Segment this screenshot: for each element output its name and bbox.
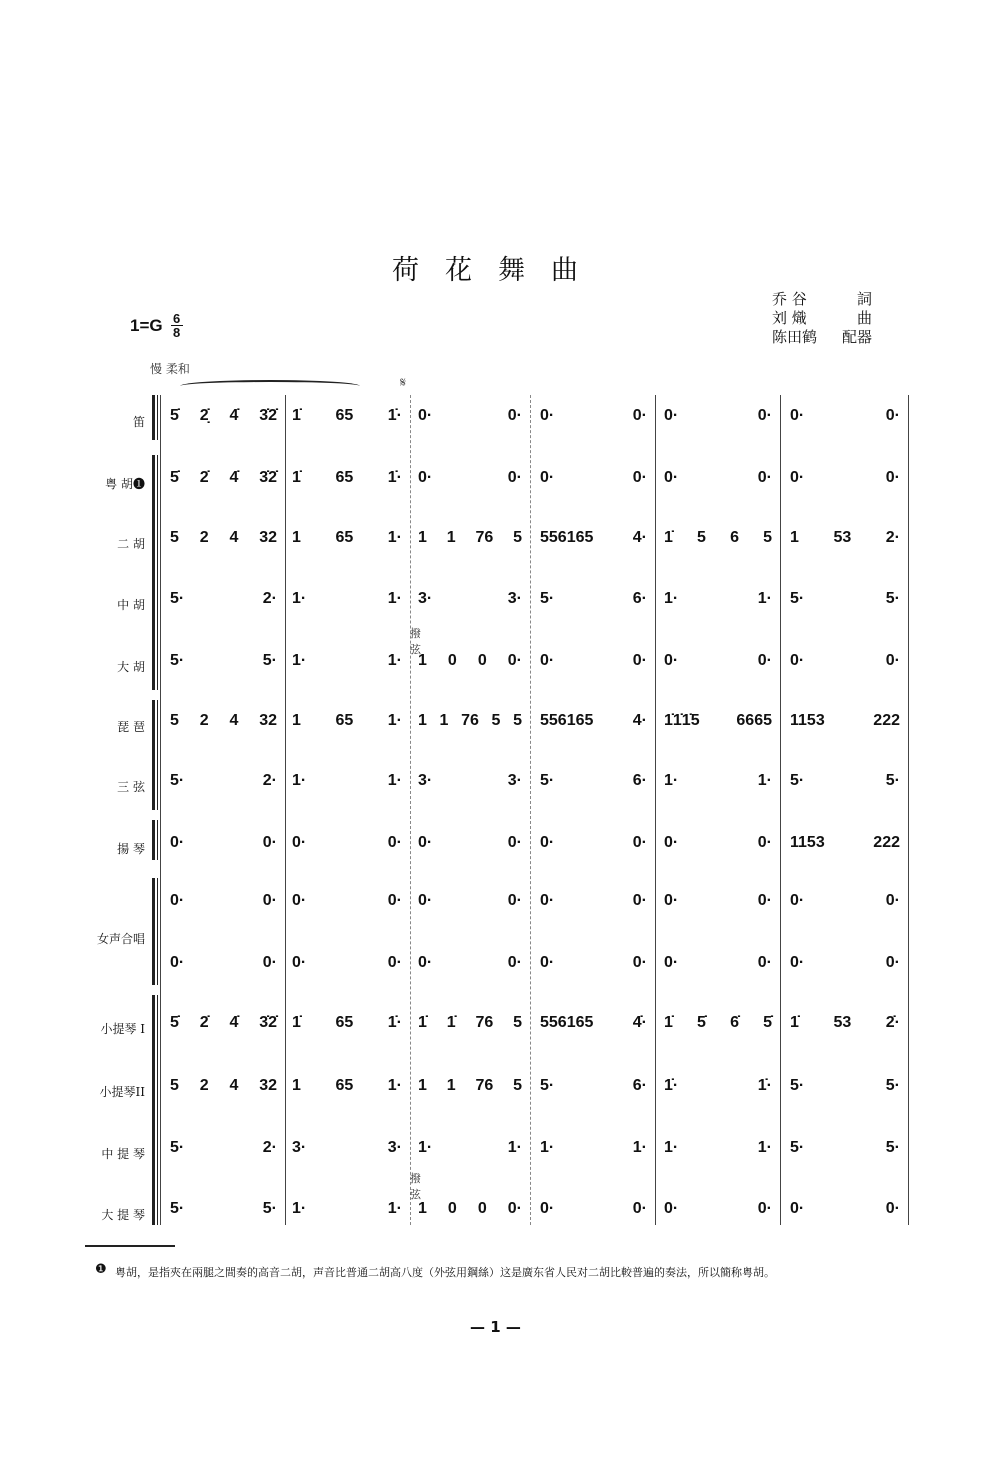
instrument-label: 二 胡 [117, 537, 145, 551]
measure: 1̇1̇1̇5 6665 [664, 712, 772, 729]
measure: 5· 5· [790, 772, 900, 789]
instrument-label: 揚 琴 [117, 842, 145, 856]
footnote-divider [85, 1245, 175, 1247]
pizzicato-marking: 撥弦 [410, 627, 421, 656]
staff-bracket [152, 455, 158, 690]
measure: 0· 0· [790, 469, 900, 486]
measure: 3· 3· [418, 590, 522, 607]
credits [772, 290, 872, 347]
credit-music: 刘 熾 曲 [772, 309, 872, 327]
credit-arrangement: 陈田鹤 配器 [772, 328, 872, 346]
tempo-marking: 慢 柔和 [150, 362, 190, 376]
measure: 5 2 4 32 [170, 712, 277, 729]
measure: 0· 0· [540, 469, 647, 486]
footnote-mark: ❶ [95, 1262, 107, 1277]
measure: 0· 0· [292, 954, 402, 971]
measure: 0· 0· [418, 469, 522, 486]
measure: 1153 222 [790, 834, 900, 851]
measure: 5· 6· [540, 1077, 647, 1094]
measure: 0· 0· [292, 834, 402, 851]
measure: 1· 1· [664, 1139, 772, 1156]
measure: 0· 0· [790, 954, 900, 971]
measure: 1̇ 65 1̇· [292, 469, 402, 486]
key-signature [130, 312, 183, 339]
segno-icon: 𝄋 [400, 375, 407, 391]
barline [285, 395, 286, 1225]
measure: 1 53 2· [790, 529, 900, 546]
instrument-label: 大 胡 [117, 660, 145, 674]
instrument-label: 女声合唱 [96, 932, 145, 946]
measure: 1̇ 65 1̇· [292, 407, 402, 424]
measure: 5· 5· [790, 590, 900, 607]
measure: 0· 0· [664, 469, 772, 486]
measure: 1· 1· [292, 590, 402, 607]
pizzicato-marking: 撥弦 [410, 1172, 421, 1201]
measure: 0· 0· [664, 892, 772, 909]
measure: 0· 0· [664, 834, 772, 851]
measure: 0· 0· [170, 892, 277, 909]
measure: 5· 5· [790, 1139, 900, 1156]
instrument-label: 中 提 琴 [101, 1147, 145, 1161]
measure: 0· 0· [540, 892, 647, 909]
measure: 1 0 0 0· [418, 1200, 522, 1217]
instrument-label: 粤 胡❶ [105, 477, 145, 491]
measure: 0· 0· [418, 892, 522, 909]
instrument-label: 笛 [132, 415, 145, 429]
measure: 5· 2· [170, 1139, 277, 1156]
measure: 1 65 1· [292, 529, 402, 546]
measure: 1 65 1· [292, 712, 402, 729]
staff-bracket [152, 700, 158, 810]
footnote-text: 粤胡，是指夾在兩腿之間奏的高音二胡，声音比普通二胡高八度（外弦用鋼絲）这是廣东省人民对二胡比較普遍的奏法，所以簡称粤胡。 [115, 1266, 775, 1279]
measure: 1· 1· [664, 590, 772, 607]
measure: 0· 0· [418, 834, 522, 851]
measure: 0· 0· [664, 954, 772, 971]
measure: 5· 5· [170, 652, 277, 669]
measure: 3· 3· [418, 772, 522, 789]
measure: 1̇ 65 1̇· [292, 1014, 402, 1031]
measure: 0· 0· [790, 892, 900, 909]
instrument-label: 中 胡 [117, 598, 145, 612]
measure: 1· 1· [664, 772, 772, 789]
key-label: 1=G [130, 315, 163, 335]
measure: 1153 222 [790, 712, 900, 729]
measure: 0· 0· [540, 1200, 647, 1217]
measure: 0· 0· [418, 954, 522, 971]
staff-bracket [152, 878, 158, 985]
measure: 0· 0· [664, 1200, 772, 1217]
barline [908, 395, 909, 1225]
page-title: 荷花舞曲 [392, 255, 604, 286]
barline [780, 395, 781, 1225]
measure: 5· 6· [540, 772, 647, 789]
measure: 1· 1· [418, 1139, 522, 1156]
instrument-label: 三 弦 [117, 780, 145, 794]
measure: 5· 5· [170, 1200, 277, 1217]
measure: 5· 2· [170, 590, 277, 607]
measure: 5̇ 2̣̇ 4̇ 3̇2̇ [170, 407, 277, 424]
measure: 5 2 4 32 [170, 529, 277, 546]
measure: 1̇ 5̇ 6̇ 5̇ [664, 1014, 772, 1031]
measure: 0· 0· [790, 1200, 900, 1217]
measure: 0· 0· [540, 834, 647, 851]
measure: 556165 4· [540, 712, 647, 729]
measure: 1̇ 5 6 5 [664, 529, 772, 546]
measure: 5 2 4 32 [170, 1077, 277, 1094]
instrument-label: 小提琴II [99, 1085, 145, 1099]
barline [160, 395, 161, 1225]
measure: 0· 0· [418, 407, 522, 424]
measure: 5̇ 2̇ 4̇ 3̇2̇ [170, 1014, 277, 1031]
credit-lyrics: 乔 谷 詞 [772, 290, 872, 308]
measure: 0· 0· [170, 954, 277, 971]
phrase-slur [180, 380, 360, 392]
measure: 1̇ 1̇ 76 5 [418, 1014, 522, 1031]
measure: 1· 1· [540, 1139, 647, 1156]
measure: 1̇· 1̇· [664, 1077, 772, 1094]
measure: 556165 4̇· [540, 1014, 647, 1031]
measure: 0· 0· [170, 834, 277, 851]
measure: 0· 0· [540, 407, 647, 424]
measure: 1 0 0 0· [418, 652, 522, 669]
staff-bracket [152, 995, 158, 1225]
barline [530, 395, 531, 1225]
measure: 5· 2· [170, 772, 277, 789]
measure: 556165 4· [540, 529, 647, 546]
measure: 0· 0· [664, 407, 772, 424]
barline [410, 395, 411, 1225]
staff-bracket [152, 395, 158, 440]
measure: 3· 3· [292, 1139, 402, 1156]
measure: 0· 0· [540, 652, 647, 669]
measure: 1· 1· [292, 772, 402, 789]
measure: 1· 1· [292, 652, 402, 669]
measure: 1̇ 53 2̇· [790, 1014, 900, 1031]
measure: 1 65 1· [292, 1077, 402, 1094]
measure: 0· 0· [790, 652, 900, 669]
staff-bracket [152, 820, 158, 860]
instrument-label: 小提琴 I [100, 1022, 145, 1036]
barline [655, 395, 656, 1225]
measure: 1 1 76 5 [418, 529, 522, 546]
measure: 1 1 76 5 [418, 1077, 522, 1094]
measure: 1· 1· [292, 1200, 402, 1217]
instrument-label: 大 提 琴 [101, 1208, 145, 1222]
measure: 5· 6· [540, 590, 647, 607]
measure: 0· 0· [540, 954, 647, 971]
time-signature: $\frac{6}{8}$ [171, 312, 183, 339]
measure: 0· 0· [292, 892, 402, 909]
measure: 5̇ 2̇ 4̇ 3̇2̇ [170, 469, 277, 486]
measure: 0· 0· [664, 652, 772, 669]
measure: 1 1 76 5 5 [418, 712, 522, 729]
measure: 0· 0· [790, 407, 900, 424]
page-number: — 1 — [470, 1318, 521, 1336]
instrument-label: 琵 琶 [117, 720, 145, 734]
measure: 5· 5· [790, 1077, 900, 1094]
